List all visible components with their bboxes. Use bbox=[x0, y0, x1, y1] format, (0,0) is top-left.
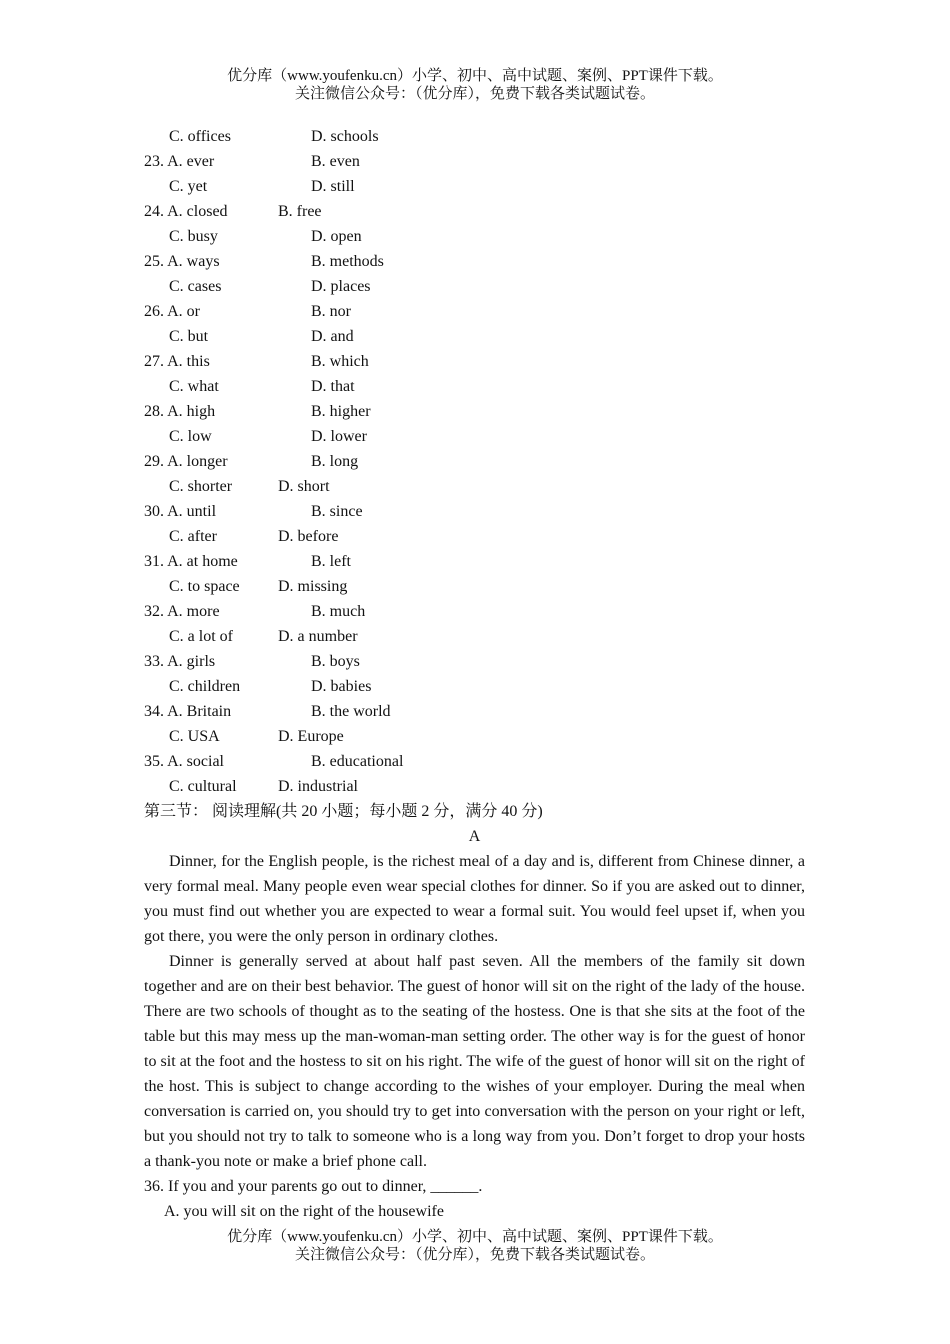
option-d: D. missing bbox=[278, 578, 348, 595]
option-c: C. yet bbox=[169, 178, 208, 195]
option-c: C. children bbox=[169, 678, 241, 695]
option-d: D. before bbox=[278, 528, 339, 545]
option-b: B. the world bbox=[311, 703, 391, 720]
option-c: C. USA bbox=[169, 728, 220, 745]
option-row bbox=[144, 374, 805, 399]
option-d: D. and bbox=[311, 328, 354, 345]
option-row bbox=[144, 699, 805, 724]
option-row bbox=[144, 299, 805, 324]
option-b: B. even bbox=[311, 153, 360, 170]
option-b: B. higher bbox=[311, 403, 371, 420]
header-line-2: 关注微信公众号：（优分库），免费下载各类试题试卷。 bbox=[294, 86, 655, 102]
page-header bbox=[0, 67, 950, 103]
option-b: B. which bbox=[311, 353, 369, 370]
option-d: D. still bbox=[311, 178, 355, 195]
option-a: 26. A. or bbox=[144, 303, 200, 320]
option-d: D. schools bbox=[311, 128, 379, 145]
option-row bbox=[144, 549, 805, 574]
option-c: C. cases bbox=[169, 278, 222, 295]
option-d: D. industrial bbox=[278, 778, 358, 795]
option-row bbox=[144, 624, 805, 649]
option-d: D. that bbox=[311, 378, 355, 395]
option-row bbox=[144, 174, 805, 199]
option-d: D. lower bbox=[311, 428, 367, 445]
option-row bbox=[144, 149, 805, 174]
question-36-option-a: A. you will sit on the right of the housewife bbox=[164, 1203, 444, 1220]
option-d: D. a number bbox=[278, 628, 358, 645]
question-36: 36. If you and your parents go out to dinner, ______. bbox=[144, 1178, 483, 1195]
passage-paragraph-1: Dinner, for the English people, is the richest meal of a day and is, different from Chinese dinner, a very formal meal. Many people even wear special clothes for dinner. So if you are asked out to dinner, you must find out whether you are expected to wear a formal suit. You would feel upset if, when you got there, you were the only person in ordinary clothes. bbox=[144, 853, 805, 945]
option-row bbox=[144, 399, 805, 424]
option-c: C. offices bbox=[169, 128, 231, 145]
option-a: 28. A. high bbox=[144, 403, 216, 420]
option-a: 29. A. longer bbox=[144, 453, 228, 470]
option-row bbox=[144, 224, 805, 249]
option-c: C. shorter bbox=[169, 478, 233, 495]
option-row bbox=[144, 674, 805, 699]
option-b: B. nor bbox=[311, 303, 351, 320]
option-d: D. babies bbox=[311, 678, 372, 695]
option-c: C. a lot of bbox=[169, 628, 233, 645]
option-row bbox=[144, 424, 805, 449]
option-row bbox=[144, 249, 805, 274]
page-footer bbox=[0, 1228, 950, 1264]
passage-paragraph-2: Dinner is generally served at about half past seven. All the members of the family sit down together and are on their best behavior. The guest of honor will sit on the right of the lady of the house. There are two schools of thought as to the seating of the hostess. One is that she sits at the foot of the table but this may mess up the man-woman-man setting order. The other way is for the guest of honor to sit at the foot and the hostess to sit on his right. The wife of the guest of honor will sit on the right of the host. This is subject to change according to the wishes of your employer. During the meal when conversation is carried on, you should try to get into conversation with the person on your right or left, but you should not try to talk to someone who is a long way from you. Don’t forget to drop your hosts a thank-you note or make a brief phone call. bbox=[144, 953, 805, 1170]
option-b: B. since bbox=[311, 503, 363, 520]
option-c: C. low bbox=[169, 428, 212, 445]
option-b: B. much bbox=[311, 603, 366, 620]
footer-line-1: 优分库（www.youfenku.cn）小学、初中、高中试题、案例、PPT课件下载。 bbox=[227, 1229, 723, 1245]
option-a: 23. A. ever bbox=[144, 153, 215, 170]
option-c: C. after bbox=[169, 528, 217, 545]
option-a: 32. A. more bbox=[144, 603, 220, 620]
option-b: B. educational bbox=[311, 753, 404, 770]
option-c: C. busy bbox=[169, 228, 218, 245]
option-d: D. open bbox=[311, 228, 362, 245]
option-b: B. left bbox=[311, 553, 351, 570]
option-a: 30. A. until bbox=[144, 503, 217, 520]
option-a: 34. A. Britain bbox=[144, 703, 232, 720]
option-c: C. to space bbox=[169, 578, 240, 595]
option-b: B. long bbox=[311, 453, 359, 470]
passage-label: A bbox=[468, 828, 481, 845]
option-row bbox=[144, 199, 805, 224]
option-row bbox=[144, 724, 805, 749]
answer-options bbox=[144, 124, 805, 799]
option-row bbox=[144, 524, 805, 549]
section-title: 第三节： 阅读理解(共 20 小题；每小题 2 分，满分 40 分) bbox=[144, 803, 543, 820]
option-row bbox=[144, 124, 805, 149]
option-row bbox=[144, 499, 805, 524]
header-line-1: 优分库（www.youfenku.cn）小学、初中、高中试题、案例、PPT课件下载。 bbox=[227, 68, 723, 84]
option-a: 25. A. ways bbox=[144, 253, 220, 270]
option-row bbox=[144, 599, 805, 624]
option-a: 35. A. social bbox=[144, 753, 224, 770]
exam-content bbox=[144, 124, 805, 1224]
option-row bbox=[144, 574, 805, 599]
option-row bbox=[144, 449, 805, 474]
option-c: C. but bbox=[169, 328, 209, 345]
option-row bbox=[144, 349, 805, 374]
option-b: B. boys bbox=[311, 653, 360, 670]
option-b: B. free bbox=[278, 203, 322, 220]
option-d: D. Europe bbox=[278, 728, 344, 745]
option-a: 33. A. girls bbox=[144, 653, 216, 670]
option-a: 31. A. at home bbox=[144, 553, 238, 570]
footer-line-2: 关注微信公众号：（优分库），免费下载各类试题试卷。 bbox=[294, 1247, 655, 1263]
option-b: B. methods bbox=[311, 253, 384, 270]
option-c: C. what bbox=[169, 378, 219, 395]
option-a: 27. A. this bbox=[144, 353, 210, 370]
option-row bbox=[144, 774, 805, 799]
option-row bbox=[144, 274, 805, 299]
option-a: 24. A. closed bbox=[144, 203, 228, 220]
option-row bbox=[144, 749, 805, 774]
option-row bbox=[144, 324, 805, 349]
option-c: C. cultural bbox=[169, 778, 237, 795]
option-row bbox=[144, 649, 805, 674]
option-d: D. places bbox=[311, 278, 371, 295]
option-row bbox=[144, 474, 805, 499]
option-d: D. short bbox=[278, 478, 330, 495]
